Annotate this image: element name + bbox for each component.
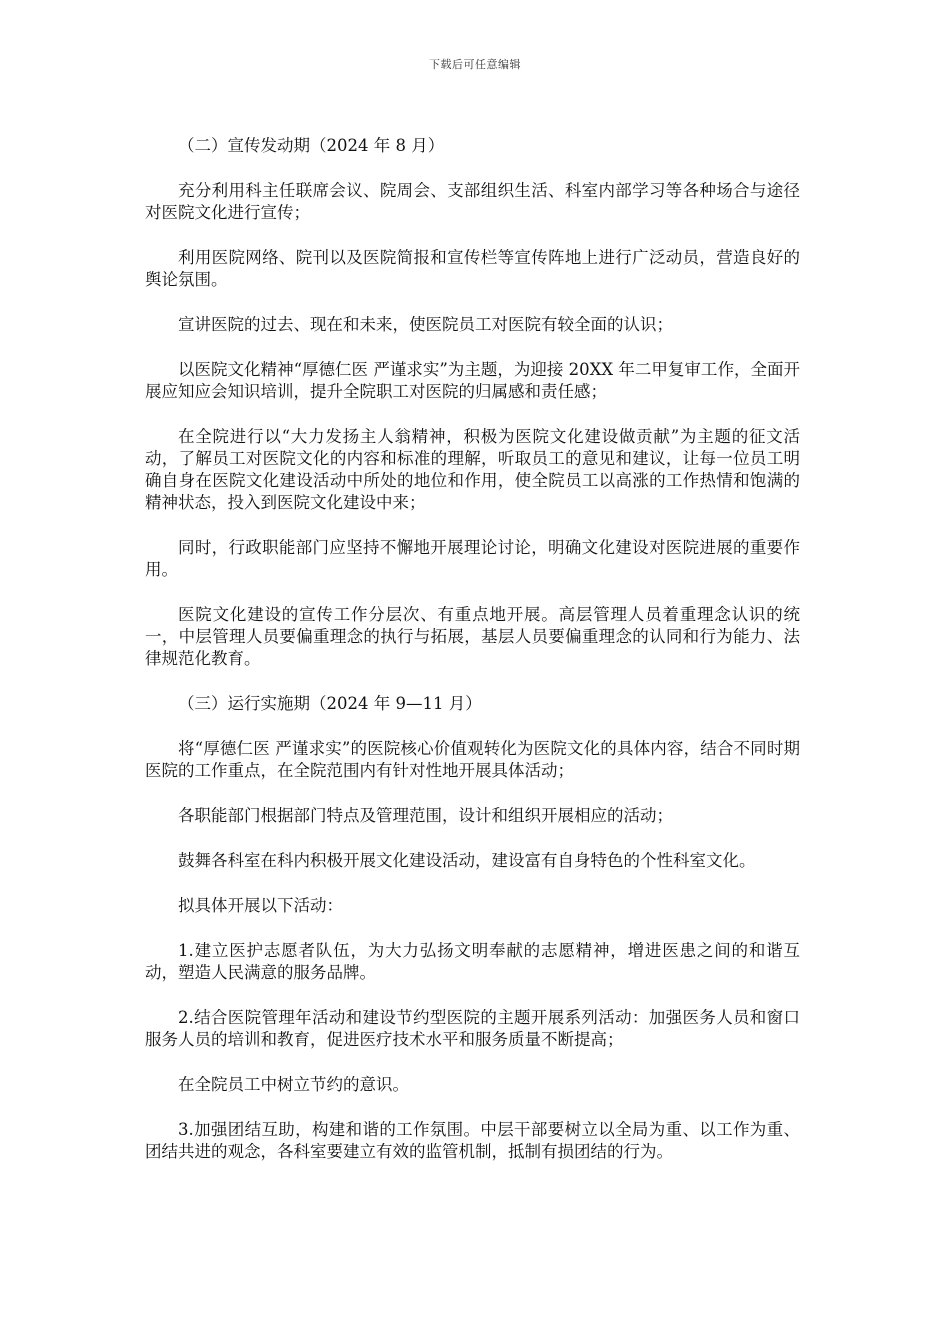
paragraph: 充分利用科主任联席会议、院周会、支部组织生活、科室内部学习等各种场合与途径对医院文化进行宣传； bbox=[145, 181, 800, 222]
section-heading-implementation: （三）运行实施期（2024 年 9—11 月） bbox=[178, 694, 482, 713]
list-item: 2.结合医院管理年活动和建设节约型医院的主题开展系列活动：加强医务人员和窗口服务人员的培训和教育，促进医疗技术水平和服务质量不断提高； bbox=[145, 1008, 800, 1049]
paragraph: 各职能部门根据部门特点及管理范围，设计和组织开展相应的活动； bbox=[178, 806, 673, 825]
list-item: 3.加强团结互助，构建和谐的工作氛围。中层干部要树立以全局为重、以工作为重、团结共进的观念，各科室要建立有效的监管机制，抵制有损团结的行为。 bbox=[145, 1120, 800, 1161]
paragraph: 拟具体开展以下活动： bbox=[178, 896, 343, 915]
list-item: 1.建立医护志愿者队伍，为大力弘扬文明奉献的志愿精神，增进医患之间的和谐互动，塑造人民满意的服务品牌。 bbox=[145, 941, 800, 982]
paragraph: 利用医院网络、院刊以及医院简报和宣传栏等宣传阵地上进行广泛动员，营造良好的舆论氛围。 bbox=[145, 248, 800, 289]
paragraph: 同时，行政职能部门应坚持不懈地开展理论讨论，明确文化建设对医院进展的重要作用。 bbox=[145, 538, 800, 579]
paragraph: 宣讲医院的过去、现在和未来，使医院员工对医院有较全面的认识； bbox=[178, 315, 673, 334]
page-header: 下载后可任意编辑 bbox=[429, 58, 521, 71]
paragraph: 将“厚德仁医 严谨求实”的医院核心价值观转化为医院文化的具体内容，结合不同时期医院的工作重点，在全院范围内有针对性地开展具体活动； bbox=[145, 739, 800, 780]
paragraph: 医院文化建设的宣传工作分层次、有重点地开展。高层管理人员着重理念认识的统一，中层管理人员要偏重理念的执行与拓展，基层人员要偏重理念的认同和行为能力、法律规范化教育。 bbox=[145, 605, 800, 668]
paragraph: 鼓舞各科室在科内积极开展文化建设活动，建设富有自身特色的个性科室文化。 bbox=[178, 851, 756, 870]
paragraph: 在全院员工中树立节约的意识。 bbox=[178, 1075, 409, 1094]
paragraph: 以医院文化精神“厚德仁医 严谨求实”为主题，为迎接 20XX 年二甲复审工作，全面开展应知应会知识培训，提升全院职工对医院的归属感和责任感； bbox=[145, 360, 800, 401]
paragraph: 在全院进行以“大力发扬主人翁精神，积极为医院文化建设做贡献”为主题的征文活动，了解员工对医院文化的内容和标准的理解，听取员工的意见和建议，让每一位员工明确自身在医院文化建设活动中所处的地位和作用，使全院员工以高涨的工作热情和饱满的精神状态，投入到医院文化建设中来； bbox=[145, 427, 800, 512]
document-body bbox=[145, 135, 800, 1186]
section-heading-publicity: （二）宣传发动期（2024 年 8 月） bbox=[178, 136, 445, 155]
